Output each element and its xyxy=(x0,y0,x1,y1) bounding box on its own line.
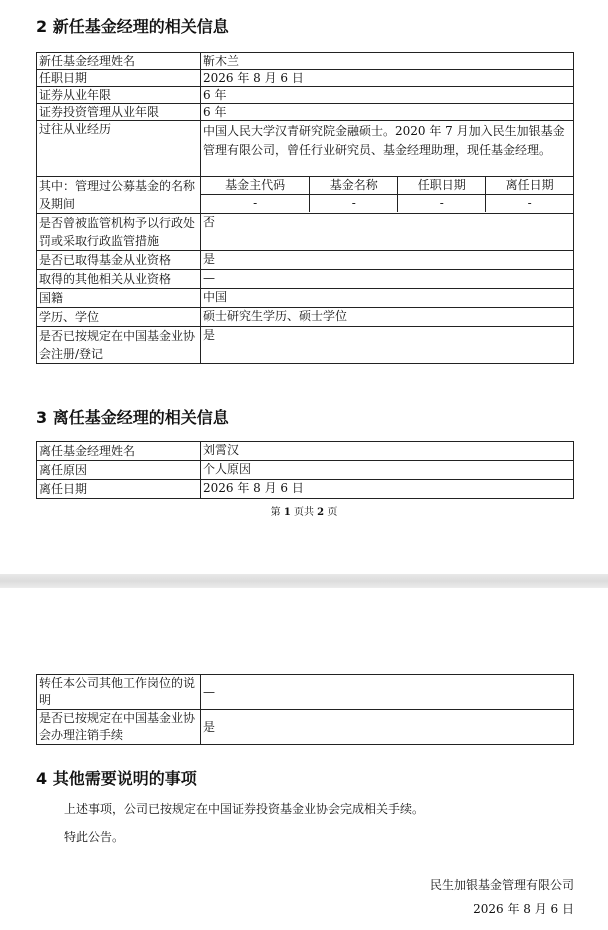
table-row xyxy=(37,70,574,87)
table-row xyxy=(37,289,574,308)
table-row xyxy=(37,87,574,104)
value-cell: 靳木兰 xyxy=(201,53,574,70)
label-cell: 过往从业经历 xyxy=(37,121,201,177)
new-manager-table xyxy=(36,52,574,364)
table-row xyxy=(37,327,574,364)
page-separator xyxy=(0,574,608,588)
label-cell: 新任基金经理姓名 xyxy=(37,53,201,70)
signature-company: 民生加银基金管理有限公司 xyxy=(429,878,574,892)
section-2-title: 2 新任基金经理的相关信息 xyxy=(36,17,229,36)
value-cell: 刘霄汉 xyxy=(201,442,574,461)
label-cell: 转任本公司其他工作岗位的说明 xyxy=(37,675,201,710)
value-cell: 硕士研究生学历、硕士学位 xyxy=(201,308,574,327)
value-cell: 是 xyxy=(201,327,574,364)
managed-funds-cell xyxy=(201,177,574,214)
label-cell: 是否曾被监管机构予以行政处罚或采取行政监管措施 xyxy=(37,214,201,251)
subtable-cell: - xyxy=(398,195,486,213)
table-row xyxy=(37,675,574,710)
value-cell: 2026 年 8 月 6 日 xyxy=(201,480,574,499)
label-cell: 是否已按规定在中国基金业协会办理注销手续 xyxy=(37,710,201,745)
label-cell: 是否已取得基金从业资格 xyxy=(37,251,201,270)
table-row xyxy=(37,251,574,270)
table-row xyxy=(37,710,574,745)
value-cell: 6 年 xyxy=(201,87,574,104)
label-cell: 离任基金经理姓名 xyxy=(37,442,201,461)
closing-text: 特此公告。 xyxy=(64,830,125,844)
label-cell: 取得的其他相关从业资格 xyxy=(37,270,201,289)
label-cell: 证券从业年限 xyxy=(37,87,201,104)
label-cell: 其中：管理过公募基金的名称及期间 xyxy=(37,177,201,214)
managed-funds-subtable xyxy=(201,177,573,212)
table-row xyxy=(37,442,574,461)
value-cell: 中国人民大学汉青研究院金融硕士。2020 年 7 月加入民生加银基金管理有限公司，曾任行业研究员、基金经理助理，现任基金经理。 xyxy=(201,121,574,177)
table-row xyxy=(37,214,574,251)
label-cell: 学历、学位 xyxy=(37,308,201,327)
table-row xyxy=(37,308,574,327)
table-row xyxy=(37,104,574,121)
departing-manager-table-cont xyxy=(36,674,574,745)
departing-manager-table xyxy=(36,441,574,499)
value-cell: — xyxy=(201,675,574,710)
table-row xyxy=(37,480,574,499)
page-number: 第 1 页共 2 页 xyxy=(270,507,338,518)
page-2 xyxy=(0,588,608,930)
value-cell: 是 xyxy=(201,710,574,745)
subtable-header: 基金主代码 xyxy=(201,177,310,195)
subtable-cell: - xyxy=(486,195,573,213)
table-row xyxy=(37,53,574,70)
table-row xyxy=(37,270,574,289)
label-cell: 是否已按规定在中国基金业协会注册/登记 xyxy=(37,327,201,364)
value-cell: — xyxy=(201,270,574,289)
value-cell: 6 年 xyxy=(201,104,574,121)
table-row xyxy=(37,461,574,480)
value-cell: 2026 年 8 月 6 日 xyxy=(201,70,574,87)
label-cell: 离任日期 xyxy=(37,480,201,499)
label-cell: 离任原因 xyxy=(37,461,201,480)
table-row xyxy=(37,177,574,214)
section-3-title: 3 离任基金经理的相关信息 xyxy=(36,408,229,427)
label-cell: 证券投资管理从业年限 xyxy=(37,104,201,121)
value-cell: 否 xyxy=(201,214,574,251)
value-cell: 是 xyxy=(201,251,574,270)
section-4-title: 4 其他需要说明的事项 xyxy=(36,769,197,788)
subtable-header: 离任日期 xyxy=(486,177,573,195)
value-cell: 个人原因 xyxy=(201,461,574,480)
label-cell: 任职日期 xyxy=(37,70,201,87)
table-row xyxy=(37,121,574,177)
label-cell: 国籍 xyxy=(37,289,201,308)
signature-date: 2026 年 8 月 6 日 xyxy=(473,902,574,916)
subtable-cell: - xyxy=(310,195,398,213)
value-cell: 中国 xyxy=(201,289,574,308)
body-paragraph: 上述事项，公司已按规定在中国证券投资基金业协会完成相关手续。 xyxy=(64,802,425,816)
subtable-header: 基金名称 xyxy=(310,177,398,195)
subtable-header: 任职日期 xyxy=(398,177,486,195)
subtable-cell: - xyxy=(253,196,258,210)
